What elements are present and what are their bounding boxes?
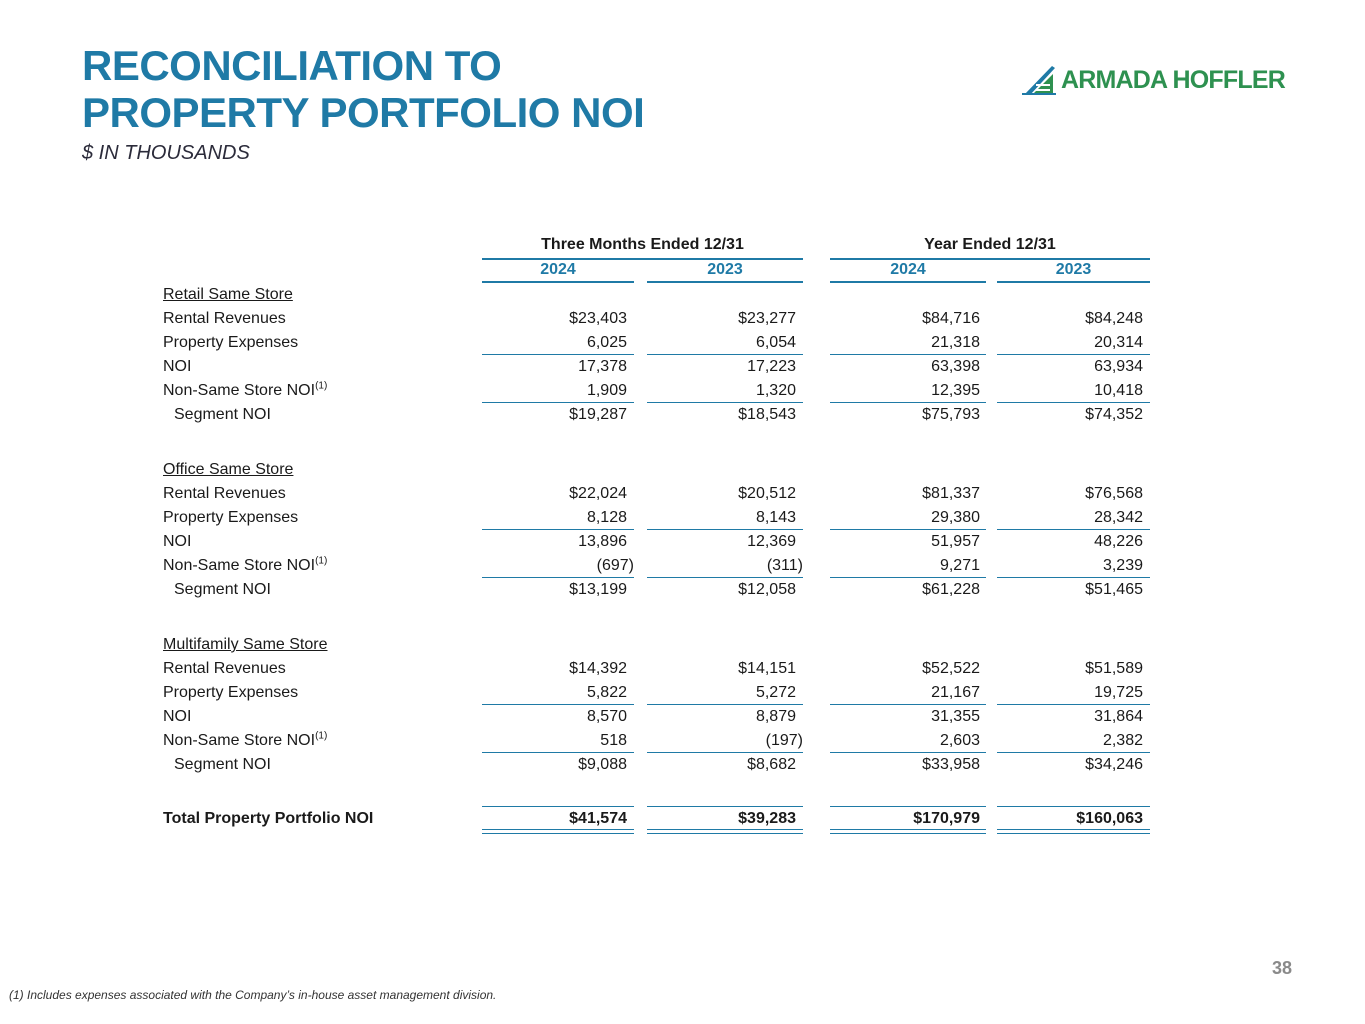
cell: $14,392 (569, 660, 627, 677)
cell: 6,025 (586, 334, 627, 351)
cell: 8,143 (755, 509, 796, 526)
cell: 12,369 (747, 533, 796, 550)
cell: $75,793 (922, 406, 980, 423)
title-line-1: RECONCILIATION TO (82, 42, 502, 89)
col-header-fy-2024: 2024 (830, 261, 986, 283)
total-row (0, 807, 1365, 831)
row-label: Rental Revenues (163, 485, 286, 502)
table-row (0, 753, 1365, 777)
row-label: Property Expenses (163, 334, 299, 351)
cell: $14,151 (738, 660, 796, 677)
armada-hoffler-logo-icon (1022, 62, 1058, 98)
cell: (697) (596, 557, 634, 574)
cell: $33,958 (922, 756, 980, 773)
cell: 28,342 (1094, 509, 1143, 526)
cell: $12,058 (738, 581, 796, 598)
table-row (0, 403, 1365, 427)
header-year-ended: Year Ended 12/31 (830, 236, 1150, 260)
row-label: NOI (163, 358, 192, 375)
row-label: Non-Same Store NOI$^{(1)}$ (163, 555, 328, 574)
double-underline (482, 829, 634, 834)
table-row (0, 657, 1365, 681)
cell: 1,320 (755, 382, 796, 399)
cell: 8,128 (586, 509, 627, 526)
cell: $9,088 (578, 756, 627, 773)
cell: 29,380 (931, 509, 980, 526)
cell: $61,228 (922, 581, 980, 598)
title-line-2: PROPERTY PORTFOLIO NOI (82, 89, 645, 136)
table-row (0, 729, 1365, 753)
cell: 12,395 (931, 382, 980, 399)
cell: 8,570 (586, 708, 627, 725)
logo-text: ARMADA HOFFLER (1061, 65, 1285, 94)
cell: $160,063 (1076, 810, 1143, 827)
cell: $81,337 (922, 485, 980, 502)
row-label: NOI (163, 708, 192, 725)
cell: 518 (600, 732, 627, 749)
section-heading-retail (0, 283, 1365, 307)
row-label: Rental Revenues (163, 310, 286, 327)
table-row (0, 578, 1365, 602)
table-row (0, 331, 1365, 355)
cell: $84,716 (922, 310, 980, 327)
cell: $39,283 (738, 810, 796, 827)
page-subtitle: $ IN THOUSANDS (82, 142, 250, 164)
cell: (197) (765, 732, 803, 749)
row-label: Non-Same Store NOI$^{(1)}$ (163, 380, 328, 399)
company-logo (1022, 62, 1285, 98)
double-underline (647, 829, 803, 834)
row-label: Segment NOI (174, 406, 271, 423)
cell: $74,352 (1085, 406, 1143, 423)
cell: $23,277 (738, 310, 796, 327)
cell: 48,226 (1094, 533, 1143, 550)
cell: 21,318 (931, 334, 980, 351)
header-three-months: Three Months Ended 12/31 (482, 236, 803, 260)
cell: 2,603 (939, 732, 980, 749)
cell: 20,314 (1094, 334, 1143, 351)
cell: 1,909 (586, 382, 627, 399)
double-underline (830, 829, 986, 834)
double-underline (997, 829, 1150, 834)
table-row (0, 379, 1365, 403)
cell: 63,934 (1094, 358, 1143, 375)
table-row (0, 681, 1365, 705)
cell: 31,355 (931, 708, 980, 725)
cell: 5,272 (755, 684, 796, 701)
cell: 13,896 (578, 533, 627, 550)
page-number: 38 (1272, 958, 1293, 978)
table-row (0, 355, 1365, 379)
table-row (0, 705, 1365, 729)
cell: $34,246 (1085, 756, 1143, 773)
cell: 3,239 (1102, 557, 1143, 574)
row-label: Segment NOI (174, 756, 271, 773)
row-label: Segment NOI (174, 581, 271, 598)
cell: 6,054 (755, 334, 796, 351)
footnote: (1) Includes expenses associated with the Company’s in-house asset management division. (9, 988, 497, 1002)
cell: $22,024 (569, 485, 627, 502)
col-header-q4-2024: 2024 (482, 261, 634, 283)
cell: $8,682 (747, 756, 796, 773)
cell: $51,465 (1085, 581, 1143, 598)
cell: $13,199 (569, 581, 627, 598)
cell: $170,979 (913, 810, 980, 827)
cell: $41,574 (569, 810, 627, 827)
cell: $52,522 (922, 660, 980, 677)
col-header-fy-2023: 2023 (997, 261, 1150, 283)
row-label: NOI (163, 533, 192, 550)
row-label: Rental Revenues (163, 660, 286, 677)
cell: $18,543 (738, 406, 796, 423)
col-header-q4-2023: 2023 (647, 261, 803, 283)
section-heading-office (0, 458, 1365, 482)
cell: 17,378 (578, 358, 627, 375)
section-heading-multifamily (0, 633, 1365, 657)
cell: 19,725 (1094, 684, 1143, 701)
cell: (311) (766, 557, 803, 574)
section-title: Retail Same Store (163, 286, 293, 303)
cell: $76,568 (1085, 485, 1143, 502)
cell: 8,879 (755, 708, 796, 725)
cell: $19,287 (569, 406, 627, 423)
row-label: Non-Same Store NOI$^{(1)}$ (163, 730, 328, 749)
cell: 31,864 (1094, 708, 1143, 725)
cell: 51,957 (931, 533, 980, 550)
table-row (0, 530, 1365, 554)
table-row (0, 307, 1365, 331)
section-title: Office Same Store (163, 461, 294, 478)
page-title (82, 42, 644, 136)
row-label: Property Expenses (163, 684, 299, 701)
row-label: Property Expenses (163, 509, 299, 526)
cell: 21,167 (931, 684, 980, 701)
section-title: Multifamily Same Store (163, 636, 328, 653)
cell: $84,248 (1085, 310, 1143, 327)
cell: $51,589 (1085, 660, 1143, 677)
table-row (0, 506, 1365, 530)
cell: $23,403 (569, 310, 627, 327)
cell: 2,382 (1102, 732, 1143, 749)
cell: 5,822 (586, 684, 627, 701)
table-row (0, 482, 1365, 506)
cell: $20,512 (738, 485, 796, 502)
cell: 10,418 (1094, 382, 1143, 399)
cell: 9,271 (939, 557, 980, 574)
row-label: Total Property Portfolio NOI (163, 810, 374, 827)
cell: 63,398 (931, 358, 980, 375)
cell: 17,223 (747, 358, 796, 375)
table-row (0, 554, 1365, 578)
